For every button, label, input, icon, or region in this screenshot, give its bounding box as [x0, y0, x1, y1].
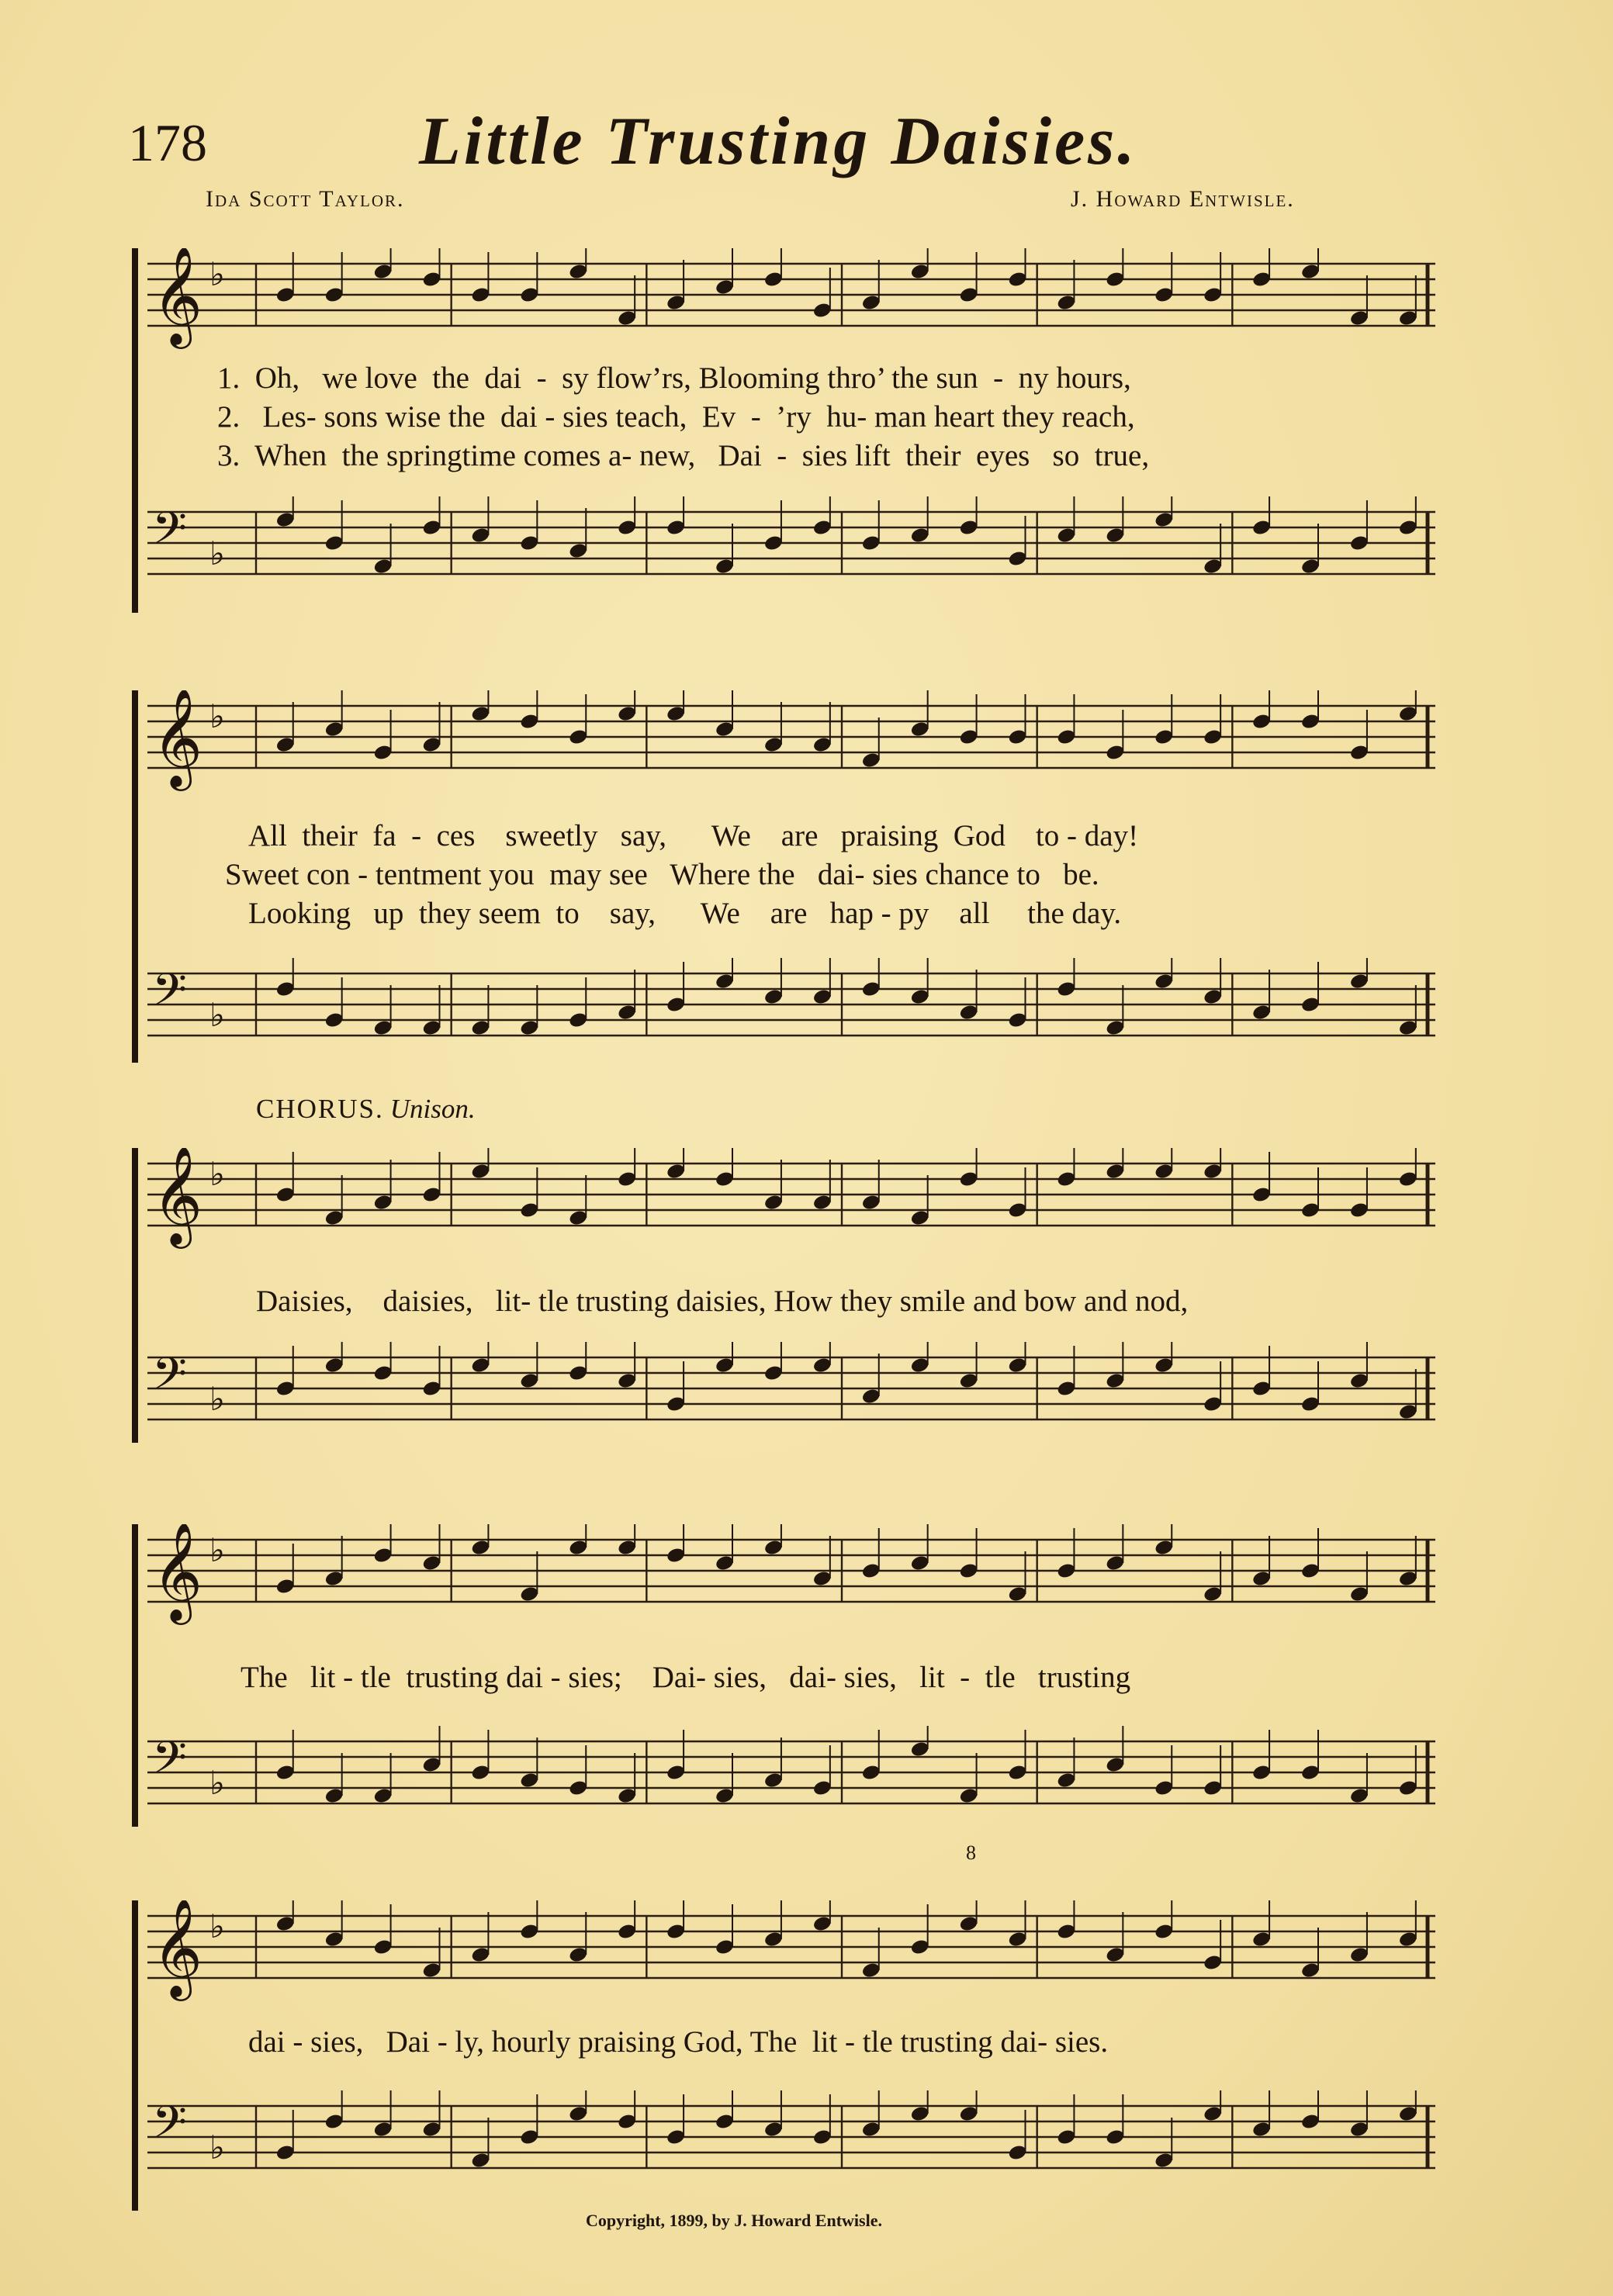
treble-staff [147, 1900, 1435, 2001]
treble-clef-icon: 𝄞 [152, 1524, 203, 1620]
bass-staff [147, 1342, 1435, 1443]
verse-2-continuation: Sweet con - tentment you may see Where the dai- sies chance to be. [225, 858, 1099, 891]
lyricist-credit: Ida Scott Taylor. [206, 186, 405, 212]
chorus-label [256, 1094, 476, 1125]
chorus-direction: Unison. [389, 1094, 476, 1124]
flat-key-signature-icon: ♭ [209, 1907, 225, 1945]
chorus-line-1: Daisies, daisies, lit- tle trusting daisies, How they smile and bow and nod, [256, 1285, 1189, 1318]
bass-clef-icon: 𝄢 [152, 1731, 188, 1795]
chorus-heading: CHORUS. [256, 1094, 384, 1124]
system-brace [132, 248, 138, 613]
verse-1-continuation: All their fa - ces sweetly say, We are praising God to - day! [248, 819, 1139, 852]
flat-key-signature-icon: ♭ [209, 534, 225, 572]
flat-key-signature-icon: ♭ [209, 2128, 225, 2166]
measure-number: 8 [966, 1841, 976, 1864]
verse-2-line: 2. Les- sons wise the dai - sies teach, Ev - ’ry hu- man heart they reach, [217, 400, 1135, 434]
chorus-line-3: dai - sies, Dai - ly, hourly praising God, The lit - tle trusting dai- sies. [248, 2025, 1109, 2059]
music-system-4 [132, 1501, 1428, 1834]
system-brace [132, 1900, 138, 2211]
bass-clef-icon: 𝄢 [152, 502, 188, 565]
treble-staff [147, 690, 1435, 791]
music-system-2 [132, 667, 1428, 1070]
system-brace [132, 1524, 138, 1827]
bass-staff [147, 1726, 1435, 1827]
music-system-3 [132, 1125, 1428, 1451]
verse-3-continuation: Looking up they seem to say, We are hap - py all the day. [248, 897, 1122, 930]
treble-staff [147, 1148, 1435, 1249]
bass-clef-icon: 𝄢 [152, 1347, 188, 1411]
bass-staff [147, 496, 1435, 597]
copyright-notice: Copyright, 1899, by J. Howard Entwisle. [586, 2211, 882, 2230]
chorus-line-2: The lit - tle trusting dai - sies; Dai- sies, dai- sies, lit - tle trusting [241, 1661, 1131, 1694]
system-brace [132, 690, 138, 1063]
treble-clef-icon: 𝄞 [152, 1900, 203, 1997]
treble-clef-icon: 𝄞 [152, 690, 203, 787]
verse-1-line: 1. Oh, we love the dai - sy flow’rs, Blooming thro’ the sun - ny hours, [217, 361, 1131, 395]
flat-key-signature-icon: ♭ [209, 1531, 225, 1569]
bass-staff [147, 958, 1435, 1059]
flat-key-signature-icon: ♭ [209, 1764, 225, 1802]
treble-staff [147, 248, 1435, 349]
composer-credit: J. Howard Entwisle. [1071, 186, 1295, 212]
music-system-5 [132, 1869, 1428, 2211]
flat-key-signature-icon: ♭ [209, 996, 225, 1034]
bass-clef-icon: 𝄢 [152, 963, 188, 1027]
music-system-1 [132, 233, 1428, 621]
flat-key-signature-icon: ♭ [209, 1380, 225, 1418]
flat-key-signature-icon: ♭ [209, 255, 225, 293]
treble-clef-icon: 𝄞 [152, 1148, 203, 1244]
hymn-title: Little Trusting Daisies. [419, 104, 1138, 179]
page-number: 178 [128, 113, 207, 172]
system-brace [132, 1148, 138, 1443]
verse-3-line: 3. When the springtime comes a- new, Dai - sies lift their eyes so true, [217, 439, 1150, 472]
treble-clef-icon: 𝄞 [152, 248, 203, 344]
flat-key-signature-icon: ♭ [209, 697, 225, 735]
flat-key-signature-icon: ♭ [209, 1155, 225, 1193]
bass-clef-icon: 𝄢 [152, 2096, 188, 2159]
bass-staff [147, 2090, 1435, 2191]
treble-staff [147, 1524, 1435, 1625]
